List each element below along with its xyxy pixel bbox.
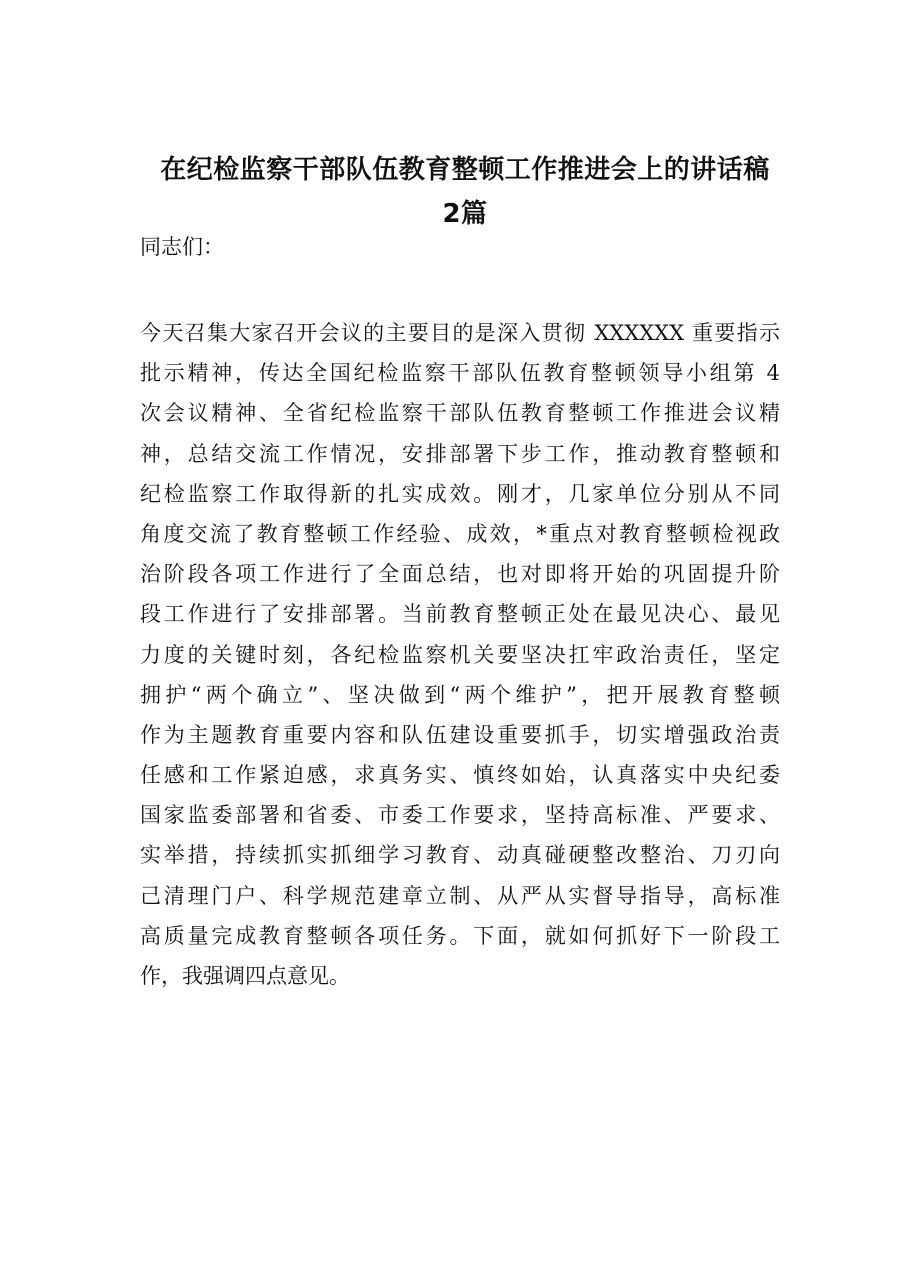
paragraph-line: 治阶段各项工作进行了全面总结，也对即将开始的巩固提升阶 — [140, 562, 780, 587]
paragraph-line: 实举措，持续抓实抓细学习教育、动真碰硬整改整治、刀刃向 — [140, 843, 780, 868]
paragraph-line: 作，我强调四点意见。 — [140, 964, 350, 988]
paragraph-line: 拥护“两个确立”、坚决做到“两个维护”，把开展教育整顿 — [140, 682, 780, 707]
body-paragraph — [140, 313, 780, 996]
paragraph-line: 今天召集大家召开会议的主要目的是深入贯彻 XXXXXX 重要指示 — [140, 321, 780, 345]
paragraph-line: 高质量完成教育整顿各项任务。下面，就如何抓好下一阶段工 — [140, 923, 780, 948]
paragraph-line: 任感和工作紧迫感，求真务实、慎终如始，认真落实中央纪委 — [140, 763, 780, 788]
paragraph-line: 角度交流了教育整顿工作经验、成效，*重点对教育整顿检视政 — [140, 521, 780, 546]
paragraph-line: 神，总结交流工作情况，安排部署下步工作，推动教育整顿和 — [140, 441, 780, 466]
paragraph-line: 国家监委部署和省委、市委工作要求，坚持高标准、严要求、 — [140, 803, 780, 828]
title-line-2: 2篇 — [442, 199, 488, 229]
paragraph-line: 次会议精神、全省纪检监察干部队伍教育整顿工作推进会议精 — [140, 401, 780, 426]
paragraph-line: 作为主题教育重要内容和队伍建设重要抓手，切实增强政治责 — [140, 722, 780, 747]
paragraph-line: 批示精神，传达全国纪检监察干部队伍教育整顿领导小组第 4 — [140, 361, 780, 386]
document-title — [150, 148, 780, 236]
paragraph-line: 段工作进行了安排部署。当前教育整顿正处在最见决心、最见 — [140, 602, 780, 627]
title-line-1: 在纪检监察干部队伍教育整顿工作推进会上的讲话稿 — [160, 155, 770, 185]
paragraph-line: 纪检监察工作取得新的扎实成效。刚才，几家单位分别从不同 — [140, 481, 780, 506]
paragraph-line: 己清理门户、科学规范建章立制、从严从实督导指导，高标准 — [140, 883, 780, 908]
paragraph-line: 力度的关键时刻，各纪检监察机关要坚决扛牢政治责任，坚定 — [140, 642, 780, 667]
salutation: 同志们： — [140, 235, 224, 259]
